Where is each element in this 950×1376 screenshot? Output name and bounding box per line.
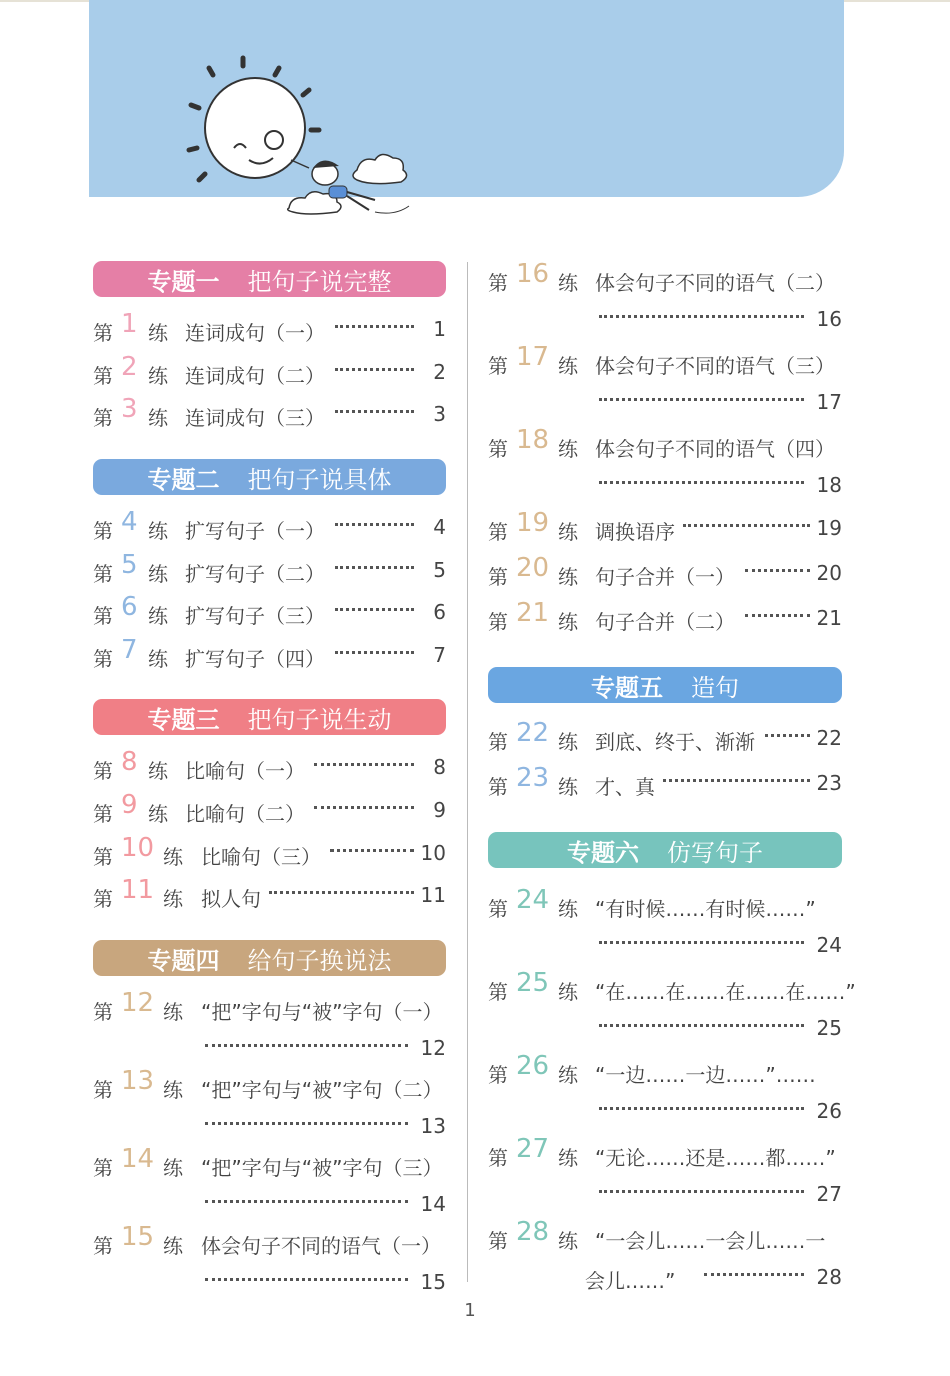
entry-number: 15: [121, 1222, 155, 1252]
toc-entry[interactable]: [488, 765, 842, 799]
section-label: 专题三: [147, 705, 220, 734]
entry-suffix: 练: [558, 1146, 578, 1170]
section-banner: [93, 261, 446, 297]
toc-entry[interactable]: [488, 555, 842, 589]
leader-dots: [335, 523, 415, 528]
entry-number: 5: [121, 550, 138, 580]
entry-page: 8: [433, 755, 446, 779]
leader-dots: [599, 1107, 804, 1112]
entry-prefix: 第: [93, 759, 113, 783]
leader-dots: [599, 941, 804, 946]
section-label: 专题二: [147, 465, 220, 494]
leader-dots: [205, 1278, 408, 1283]
entry-prefix: 第: [93, 1156, 113, 1180]
entry-number: 7: [121, 635, 138, 665]
entry-number: 13: [121, 1066, 155, 1096]
entry-suffix: 练: [163, 1000, 183, 1024]
section-label: 专题一: [147, 267, 220, 296]
entry-prefix: 第: [488, 1063, 508, 1087]
toc-entry[interactable]: [93, 1222, 446, 1294]
entry-number: 8: [121, 747, 138, 777]
entry-page: 21: [816, 606, 842, 630]
entry-page: 20: [816, 561, 842, 585]
entry-title: 句子合并（一）: [595, 565, 735, 589]
entry-suffix: 练: [163, 845, 183, 869]
entry-prefix: 第: [488, 980, 508, 1004]
section-banner: [93, 940, 446, 976]
entry-suffix: 练: [558, 980, 578, 1004]
section-title: 给句子换说法: [247, 946, 392, 975]
entry-number: 22: [516, 718, 550, 748]
toc-entry[interactable]: [93, 1144, 446, 1216]
column-divider: [467, 262, 468, 1282]
leader-dots: [335, 608, 415, 613]
entry-page: 19: [816, 516, 842, 540]
entry-number: 25: [516, 968, 550, 998]
toc-entry[interactable]: [488, 259, 842, 331]
entry-title: 体会句子不同的语气（四）: [595, 437, 835, 461]
entry-prefix: 第: [488, 354, 508, 378]
entry-number: 1: [121, 309, 138, 339]
entry-suffix: 练: [148, 321, 168, 345]
entry-suffix: 练: [558, 271, 578, 295]
entry-page: 23: [816, 771, 842, 795]
toc-entry[interactable]: [93, 396, 446, 430]
entry-title: 扩写句子（二）: [185, 562, 325, 586]
entry-number: 16: [516, 259, 550, 289]
entry-suffix: 练: [163, 1078, 183, 1102]
entry-prefix: 第: [488, 775, 508, 799]
entry-number: 21: [516, 598, 550, 628]
entry-number: 23: [516, 763, 550, 793]
leader-dots: [330, 849, 414, 854]
entry-page: 26: [816, 1099, 842, 1123]
entry-number: 20: [516, 553, 550, 583]
section-label: 专题五: [591, 673, 663, 702]
toc-entry[interactable]: [488, 720, 842, 754]
entry-title: 扩写句子（一）: [185, 519, 325, 543]
leader-dots: [335, 651, 415, 656]
entry-suffix: 练: [148, 519, 168, 543]
entry-number: 18: [516, 425, 550, 455]
entry-title: 才、真: [595, 775, 655, 799]
toc-entry[interactable]: [93, 988, 446, 1060]
entry-suffix: 练: [558, 354, 578, 378]
entry-page: 22: [816, 726, 842, 750]
toc-entry[interactable]: [93, 877, 446, 911]
entry-suffix: 练: [558, 610, 578, 634]
entry-title: 连词成句（二）: [185, 364, 325, 388]
entry-suffix: 练: [163, 1156, 183, 1180]
entry-title: 连词成句（三）: [185, 406, 325, 430]
entry-prefix: 第: [488, 1229, 508, 1253]
entry-suffix: 练: [148, 604, 168, 628]
entry-page: 12: [420, 1036, 446, 1060]
entry-suffix: 练: [558, 520, 578, 544]
leader-dots: [599, 1024, 804, 1029]
leader-dots: [335, 325, 415, 330]
leader-dots: [599, 1190, 804, 1195]
entry-suffix: 练: [558, 1063, 578, 1087]
entry-number: 28: [516, 1217, 550, 1247]
section-banner: [488, 667, 842, 703]
entry-suffix: 练: [148, 406, 168, 430]
section-title: 把句子说生动: [247, 705, 392, 734]
entry-suffix: 练: [148, 562, 168, 586]
entry-page: 9: [433, 798, 446, 822]
entry-page: 4: [433, 515, 446, 539]
entry-prefix: 第: [488, 730, 508, 754]
entry-prefix: 第: [93, 1234, 113, 1258]
entry-prefix: 第: [93, 845, 113, 869]
entry-suffix: 练: [148, 759, 168, 783]
leader-dots: [335, 410, 415, 415]
entry-prefix: 第: [93, 321, 113, 345]
entry-number: 19: [516, 508, 550, 538]
entry-title: 拟人句: [201, 887, 261, 911]
entry-number: 17: [516, 342, 550, 372]
entry-prefix: 第: [488, 565, 508, 589]
toc-entry[interactable]: [93, 354, 446, 388]
section-banner: [488, 832, 842, 868]
entry-page: 13: [420, 1114, 446, 1138]
entry-suffix: 练: [558, 897, 578, 921]
entry-page: 17: [816, 390, 842, 414]
entry-page: 6: [433, 600, 446, 624]
entry-title: 句子合并（二）: [595, 610, 735, 634]
entry-suffix: 练: [148, 364, 168, 388]
toc-entry[interactable]: [93, 749, 446, 783]
page-title: [861, 53, 931, 198]
entry-page: 10: [420, 841, 446, 865]
entry-title: “一会儿……一会儿……一: [595, 1229, 826, 1253]
leader-dots: [704, 1273, 805, 1278]
toc-entry[interactable]: [93, 311, 446, 345]
entry-number: 14: [121, 1144, 155, 1174]
entry-number: 2: [121, 352, 138, 382]
entry-prefix: 第: [488, 610, 508, 634]
title-char-1: 目: [863, 53, 929, 130]
toc-entry[interactable]: [488, 342, 842, 414]
entry-page: 2: [433, 360, 446, 384]
entry-page: 25: [816, 1016, 842, 1040]
entry-title: 连词成句（一）: [185, 321, 325, 345]
sun-child-illustration: [179, 50, 439, 225]
leader-dots: [314, 806, 414, 811]
entry-suffix: 练: [148, 647, 168, 671]
header-banner: [89, 0, 929, 198]
entry-number: 9: [121, 790, 138, 820]
entry-suffix: 练: [163, 887, 183, 911]
entry-title: “把”字句与“被”字句（一）: [201, 1000, 443, 1024]
leader-dots: [745, 569, 811, 574]
entry-number: 4: [121, 507, 138, 537]
toc-entry[interactable]: [93, 594, 446, 628]
leader-dots: [205, 1200, 408, 1205]
toc-entry[interactable]: [488, 1134, 842, 1206]
entry-prefix: 第: [93, 1000, 113, 1024]
entry-title: 体会句子不同的语气（二）: [595, 271, 835, 295]
entry-page: 3: [433, 402, 446, 426]
entry-prefix: 第: [93, 519, 113, 543]
entry-title: 调换语序: [595, 520, 675, 544]
entry-number: 12: [121, 988, 155, 1018]
leader-dots: [765, 734, 810, 739]
entry-prefix: 第: [93, 887, 113, 911]
leader-dots: [599, 481, 804, 486]
toc-entry[interactable]: [488, 1217, 842, 1293]
toc-entry[interactable]: [93, 637, 446, 671]
entry-title: “把”字句与“被”字句（二）: [201, 1078, 443, 1102]
entry-title-cont: 会儿……”: [585, 1269, 676, 1293]
leader-dots: [745, 614, 811, 619]
entry-page: 14: [420, 1192, 446, 1216]
entry-title: 体会句子不同的语气（三）: [595, 354, 835, 378]
section-title: 仿写句子: [667, 838, 763, 867]
entry-number: 6: [121, 592, 138, 622]
entry-title: 比喻句（三）: [201, 845, 321, 869]
entry-page: 15: [420, 1270, 446, 1294]
entry-prefix: 第: [488, 1146, 508, 1170]
entry-page: 28: [816, 1265, 842, 1289]
toc-entry[interactable]: [488, 968, 856, 1040]
entry-prefix: 第: [93, 406, 113, 430]
toc-entry[interactable]: [93, 552, 446, 586]
leader-dots: [314, 763, 414, 768]
entry-number: 10: [121, 833, 155, 863]
leader-dots: [205, 1044, 408, 1049]
entry-page: 1: [433, 317, 446, 341]
toc-entry[interactable]: [488, 510, 842, 544]
leader-dots: [335, 566, 415, 571]
entry-prefix: 第: [488, 271, 508, 295]
toc-entry[interactable]: [93, 509, 446, 543]
entry-number: 3: [121, 394, 138, 424]
toc-entry[interactable]: [488, 600, 842, 634]
entry-page: 5: [433, 558, 446, 582]
toc-entry[interactable]: [488, 1051, 842, 1123]
entry-suffix: 练: [148, 802, 168, 826]
entry-number: 26: [516, 1051, 550, 1081]
section-banner: [93, 699, 446, 735]
entry-prefix: 第: [93, 364, 113, 388]
entry-page: 27: [816, 1182, 842, 1206]
entry-number: 27: [516, 1134, 550, 1164]
entry-number: 11: [121, 875, 155, 905]
leader-dots: [269, 891, 415, 896]
entry-title: 到底、终于、渐渐: [595, 730, 755, 754]
entry-title: “把”字句与“被”字句（三）: [201, 1156, 443, 1180]
entry-number: 24: [516, 885, 550, 915]
entry-title: 比喻句（一）: [185, 759, 305, 783]
title-char-2: 录: [863, 121, 929, 198]
entry-prefix: 第: [93, 604, 113, 628]
entry-title: “在……在……在……在……”: [595, 980, 856, 1004]
entry-page: 24: [816, 933, 842, 957]
entry-prefix: 第: [488, 897, 508, 921]
leader-dots: [335, 368, 415, 373]
entry-suffix: 练: [558, 775, 578, 799]
entry-page: 16: [816, 307, 842, 331]
section-title: 把句子说完整: [247, 267, 392, 296]
section-label: 专题六: [567, 838, 639, 867]
entry-title: 扩写句子（四）: [185, 647, 325, 671]
entry-page: 11: [420, 883, 446, 907]
entry-suffix: 练: [558, 1229, 578, 1253]
entry-title: 体会句子不同的语气（一）: [201, 1234, 441, 1258]
entry-title: “一边……一边……”……: [595, 1063, 816, 1087]
entry-title: 扩写句子（三）: [185, 604, 325, 628]
leader-dots: [205, 1122, 408, 1127]
entry-page: 7: [433, 643, 446, 667]
section-label: 专题四: [147, 946, 220, 975]
leader-dots: [683, 524, 810, 529]
section-title: 造句: [691, 673, 739, 702]
entry-title: 比喻句（二）: [185, 802, 305, 826]
entry-page: 18: [816, 473, 842, 497]
entry-suffix: 练: [163, 1234, 183, 1258]
leader-dots: [599, 315, 804, 320]
entry-prefix: 第: [93, 647, 113, 671]
toc-entry[interactable]: [93, 835, 446, 869]
toc-entry[interactable]: [488, 425, 842, 497]
entry-suffix: 练: [558, 565, 578, 589]
entry-prefix: 第: [93, 1078, 113, 1102]
entry-prefix: 第: [93, 562, 113, 586]
entry-title: “无论……还是……都……”: [595, 1146, 836, 1170]
section-title: 把句子说具体: [247, 465, 392, 494]
toc-entry[interactable]: [93, 1066, 446, 1138]
leader-dots: [599, 398, 804, 403]
section-banner: [93, 459, 446, 495]
entry-prefix: 第: [488, 520, 508, 544]
leader-dots: [663, 779, 811, 784]
toc-entry[interactable]: [93, 792, 446, 826]
entry-title: “有时候……有时候……”: [595, 897, 816, 921]
entry-prefix: 第: [93, 802, 113, 826]
entry-suffix: 练: [558, 730, 578, 754]
page-number: 1: [464, 1300, 476, 1321]
entry-prefix: 第: [488, 437, 508, 461]
entry-suffix: 练: [558, 437, 578, 461]
toc-entry[interactable]: [488, 885, 842, 957]
